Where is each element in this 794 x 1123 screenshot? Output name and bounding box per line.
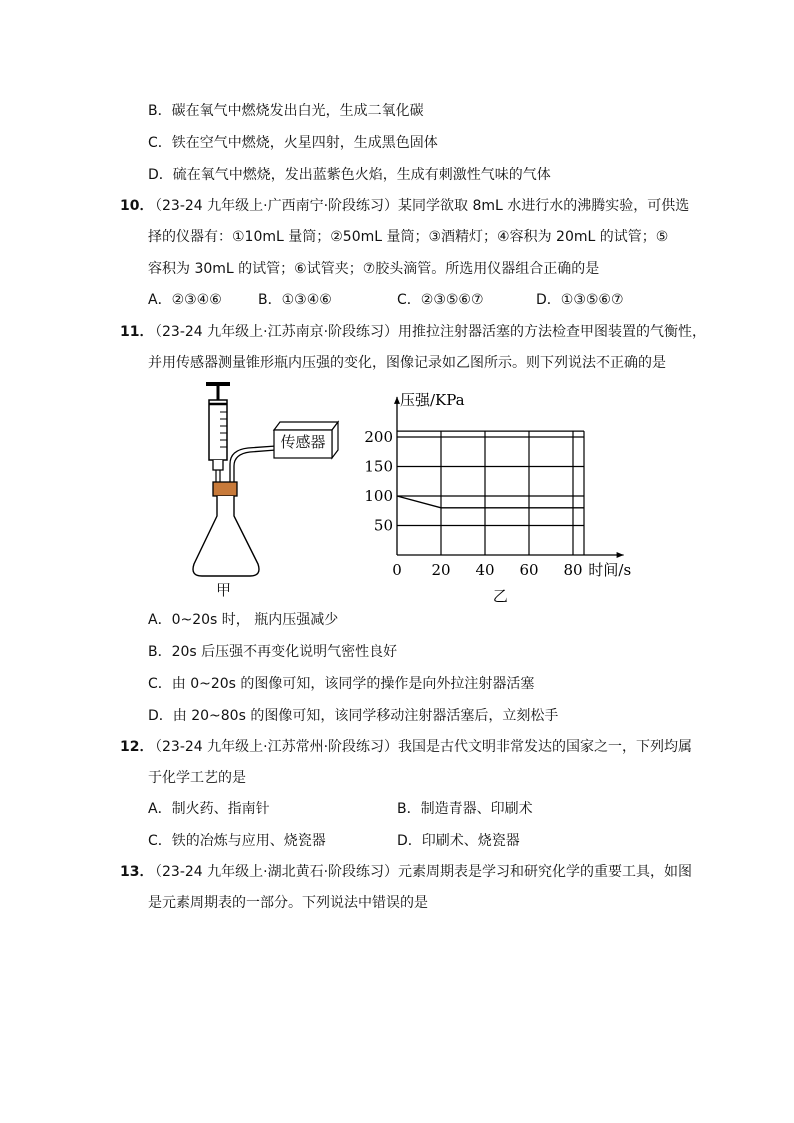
- q13-stem-line2: 是元素周期表的一部分。下列说法中错误的是: [148, 895, 428, 911]
- q12-option-b: B．制造青器、印刷术: [397, 801, 533, 817]
- q12-stem-line1: （23-24 九年级上·江苏常州·阶段练习）我国是古代文明非常发达的国家之一，下列均属: [148, 739, 693, 755]
- q10-stem-line3: 容积为 30mL 的试管；⑥试管夹；⑦胶头滴管。所选用仪器组合正确的是: [148, 261, 600, 277]
- y-axis-label: 压强/KPa: [400, 390, 465, 409]
- q10-option-c: C．②③⑤⑥⑦: [397, 292, 484, 308]
- q11-option-b: B．20s 后压强不再变化说明气密性良好: [148, 644, 398, 660]
- q11-option-d: D．由 20~80s 的图像可知，该同学移动注射器活塞后，立刻松手: [148, 708, 559, 724]
- q10-option-d: D．①③⑤⑥⑦: [536, 292, 624, 308]
- q13-stem-line1: （23-24 九年级上·湖北黄石·阶段练习）元素周期表是学习和研究化学的重要工具，如图: [148, 864, 693, 880]
- q9-option-b: B．碳在氧气中燃烧发出白光，生成二氧化碳: [148, 103, 424, 119]
- syringe-plunger-handle: [206, 382, 230, 386]
- q11-option-c: C．由 0~20s 的图像可知，该同学的操作是向外拉注射器活塞: [148, 676, 535, 692]
- pressure-chart: [360, 385, 640, 605]
- chart-caption: 乙: [492, 587, 508, 605]
- q11-number: 11．: [120, 324, 154, 340]
- q11-stem-line2: 并用传感器测量锥形瓶内压强的变化，图像记录如乙图所示。则下列说法不正确的是: [148, 355, 666, 371]
- q10-number: 10．: [120, 198, 154, 214]
- y-tick-label: 50: [373, 516, 393, 535]
- apparatus-figure: [180, 378, 350, 603]
- x-tick-label: 0: [392, 561, 402, 579]
- q12-option-c: C．铁的冶炼与应用、烧瓷器: [148, 833, 326, 849]
- syringe-barrel: [209, 400, 227, 460]
- sensor-label: 传感器: [280, 433, 326, 451]
- q12-stem-line2: 于化学工艺的是: [148, 770, 246, 786]
- x-tick-label: 20: [431, 561, 451, 579]
- q12-number: 12．: [120, 739, 154, 755]
- q9-option-c: C．铁在空气中燃烧，火星四射，生成黑色固体: [148, 135, 438, 151]
- syringe-tip: [213, 460, 223, 470]
- q11-stem-line1: （23-24 九年级上·江苏南京·阶段练习）用推拉注射器活塞的方法检查甲图装置的气衡性，: [148, 324, 707, 340]
- q10-stem-line1: （23-24 九年级上·广西南宁·阶段练习）某同学欲取 8mL 水进行水的沸腾实验，可供选: [148, 198, 690, 214]
- q10-options: [148, 290, 708, 310]
- x-axis-label: 时间/s: [588, 561, 632, 579]
- conical-flask: [193, 496, 259, 576]
- figure-jia-label: 甲: [216, 581, 232, 599]
- x-axis-arrow: [617, 552, 624, 558]
- q9-option-d: D．硫在氧气中燃烧，发出蓝紫色火焰，生成有刺激性气味的气体: [148, 167, 551, 183]
- q11-option-a: A．0~20s 时， 瓶内压强减少: [148, 612, 339, 628]
- x-tick-label: 60: [519, 561, 539, 579]
- y-tick-label: 200: [364, 428, 393, 446]
- x-tick-label: 40: [475, 561, 495, 579]
- pressure-series-line: [397, 496, 584, 508]
- y-tick-label: 100: [364, 487, 393, 505]
- q10-stem-line2: 择的仪器有：①10mL 量筒；②50mL 量筒；③酒精灯；④容积为 20mL 的试管；⑤: [148, 229, 669, 245]
- y-tick-label: 150: [364, 457, 393, 476]
- rubber-stopper: [213, 482, 237, 496]
- q10-option-b: B．①③④⑥: [258, 292, 332, 308]
- q10-option-a: A．②③④⑥: [148, 292, 222, 308]
- q12-option-a: A．制火药、指南针: [148, 801, 270, 817]
- q13-number: 13．: [120, 864, 154, 880]
- x-tick-label: 80: [563, 561, 583, 579]
- q12-option-d: D．印刷术、烧瓷器: [397, 833, 520, 849]
